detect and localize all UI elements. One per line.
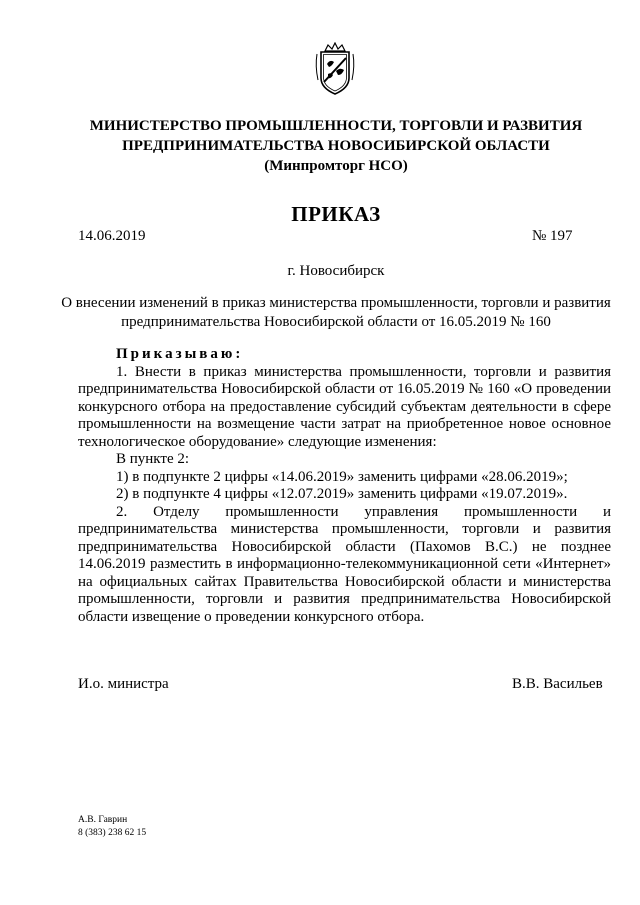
signatory-position: И.о. министра [78,676,169,692]
paragraph-5: 2. Отделу промышленности управления промышленности и предпринимательства министерства промышленности, торговли и развития предпринимательства Новосибирской области (Пахомов В.С.) не позднее 14.06.2019 разместить в информационно-телекоммуникационной сети «Интернет» на официальных сайтах Правительства Новосибирской области и министерства промышленности, торговли и развития предпринимательства Новосибирской области извещение о проведении конкурсного отбора. [78,503,611,625]
document-number: № 197 [532,228,573,244]
order-word: Приказываю: [116,346,244,362]
document-subject: О внесении изменений в приказ министерства промышленности, торговли и развития предпринимательства Новосибирской области от 16.05.2019 № 160 [61,295,611,330]
coat-of-arms-icon [314,42,356,96]
executor-block [78,814,146,840]
ministry-header [40,116,632,176]
paragraph-2: В пункте 2: [116,451,190,467]
executor-name: А.В. Гаврин [78,815,128,825]
document-date: 14.06.2019 [78,228,146,244]
document-city: г. Новосибирск [287,263,385,279]
ministry-name-line1: МИНИСТЕРСТВО ПРОМЫШЛЕННОСТИ, ТОРГОВЛИ И РАЗВИТИЯ [89,118,583,134]
paragraph-3: 1) в подпункте 2 цифры «14.06.2019» заменить цифрами «28.06.2019»; [116,468,568,485]
document-title: ПРИКАЗ [291,202,381,226]
ministry-name-line2: ПРЕДПРИНИМАТЕЛЬСТВА НОВОСИБИРСКОЙ ОБЛАСТИ [122,138,550,154]
signatory-name: В.В. Васильев [512,676,603,692]
executor-phone: 8 (383) 238 62 15 [78,828,147,838]
paragraph-4: 2) в подпункте 4 цифры «12.07.2019» заменить цифрами «19.07.2019». [116,486,568,502]
document-body [78,346,611,626]
paragraph-1: 1. Внести в приказ министерства промышленности, торговли и развития предпринимательства Новосибирской области от 16.05.2019 № 160 «О проведении конкурсного отбора на предоставление субсидий субъектам деятельности в сфере промышленности на возмещение части затрат на приобретенное новое основное технологическое оборудование» следующие изменения: [78,363,611,450]
ministry-short-name: (Минпромторг НСО) [264,158,408,174]
